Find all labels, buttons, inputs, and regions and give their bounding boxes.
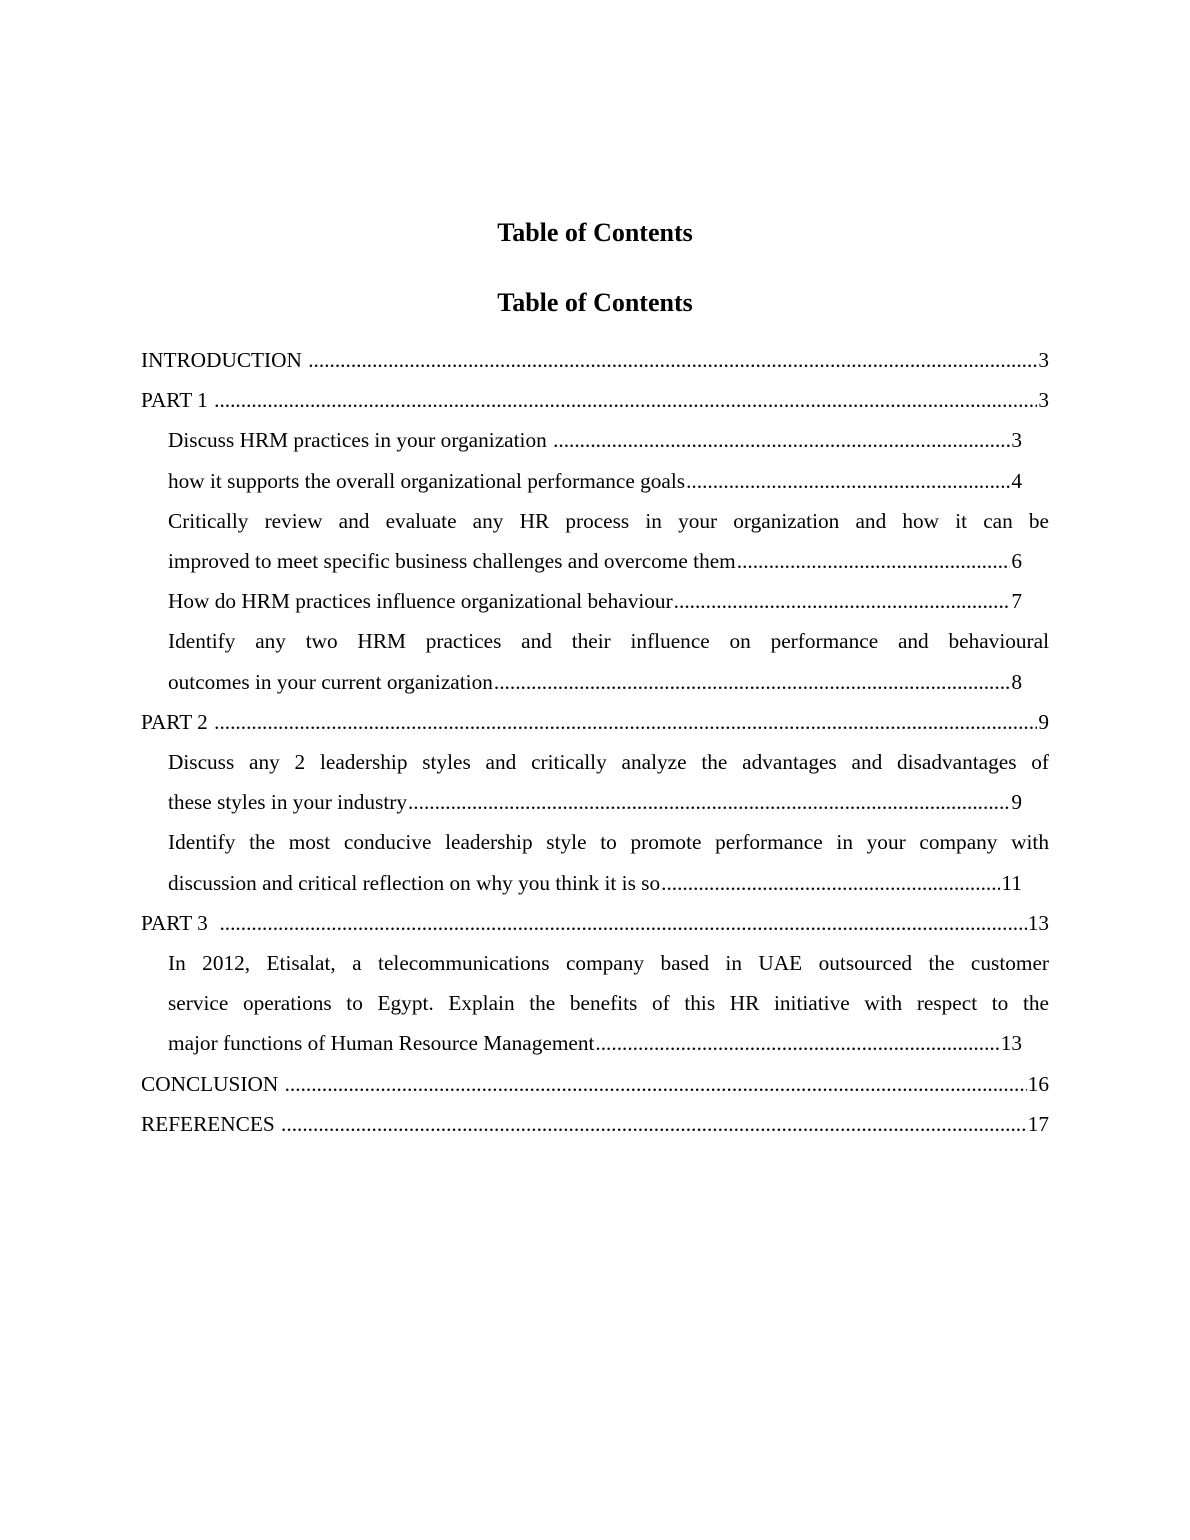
toc-leader-dots [553,420,1010,460]
toc-subentry[interactable] [141,581,1022,621]
toc-entry-title: CONCLUSION [141,1071,284,1096]
toc-entry-title: PART 2 [141,709,214,734]
toc-page-number: 3 [1038,348,1049,372]
toc-leader-dots [285,1064,1027,1104]
toc-leader-dots [281,1104,1027,1144]
toc-entry-part-3[interactable] [141,903,1049,943]
toc-subentry[interactable] [141,621,1049,701]
toc-leader-dots [674,581,1011,621]
toc-page-number: 3 [1038,388,1049,413]
toc-entry-title: INTRODUCTION [141,348,308,372]
toc-page-number: 11 [1001,870,1022,895]
toc-page-number: 17 [1027,1111,1049,1136]
toc-entry-introduction[interactable] [141,340,1049,380]
toc-entry-title: major functions of Human Resource Management [168,1031,595,1056]
toc-entry-line: Discuss any 2 leadership styles and critically analyze the advantages and disadvantages of [168,750,1049,775]
toc-entry-references[interactable] [141,1104,1049,1144]
toc-entry-line [168,1023,1022,1063]
toc-leader-dots [595,1023,999,1063]
toc-entry-line [168,782,1022,822]
toc-page-number: 16 [1027,1071,1049,1096]
toc-entry-line: service operations to Egypt. Explain the benefits of this HR initiative with respect to the [168,991,1049,1016]
toc-entry-title: these styles in your industry [168,790,407,815]
toc-entry-title: REFERENCES [141,1111,281,1136]
toc-page-number: 7 [1011,589,1022,614]
toc-page-number: 4 [1011,468,1022,493]
toc-leader-dots [686,461,1010,501]
toc-leader-dots [408,782,1010,822]
toc-subentry[interactable] [141,822,1049,902]
toc-entry-part-2[interactable] [141,702,1049,742]
toc-page-number: 13 [1027,910,1049,935]
toc-subentry[interactable] [141,501,1049,581]
toc-entry-line [168,541,1022,581]
toc-subentry[interactable] [141,420,1022,460]
toc-entry-title: Discuss HRM practices in your organization [168,428,553,453]
toc-leader-dots [494,662,1010,702]
toc-entry-line: In 2012, Etisalat, a telecommunications company based in UAE outsourced the customer [168,951,1049,976]
toc-entry-title: How do HRM practices influence organizational behaviour [168,589,673,614]
toc-leader-dots [737,541,1011,581]
toc-entry-line: Identify the most conducive leadership style to promote performance in your company with [168,830,1049,855]
toc-leader-dots [219,903,1026,943]
toc-page-number: 3 [1011,428,1022,453]
table-of-contents [141,340,1049,1144]
toc-page-number: 8 [1011,669,1022,694]
toc-entry-title: improved to meet specific business challenges and overcome them [168,549,736,574]
toc-title: Table of Contents [497,288,693,317]
toc-leader-dots [308,340,1037,380]
toc-leader-dots [661,863,1000,903]
toc-subentry[interactable] [141,943,1049,1064]
toc-entry-part-1[interactable] [141,380,1049,420]
toc-page-number: 9 [1011,790,1022,815]
toc-page-number: 9 [1038,709,1049,734]
toc-entry-conclusion[interactable] [141,1064,1049,1104]
toc-subentry[interactable] [141,742,1049,822]
toc-entry-title: outcomes in your current organization [168,669,493,694]
toc-entry-line: Critically review and evaluate any HR process in your organization and how it can be [168,508,1049,533]
toc-subentry[interactable] [141,461,1022,501]
toc-page-number: 13 [1000,1031,1022,1056]
toc-entry-line [168,863,1022,903]
toc-entry-line: Identify any two HRM practices and their influence on performance and behavioural [168,629,1049,654]
toc-entry-title: PART 1 [141,388,214,413]
toc-entry-title: PART 3 [141,910,219,935]
toc-entry-title: discussion and critical reflection on why you think it is so [168,870,661,895]
toc-entry-title: how it supports the overall organizational performance goals [168,468,686,493]
toc-entry-line [168,662,1022,702]
toc-leader-dots [214,702,1037,742]
page-heading: Table of Contents [497,218,693,247]
toc-page-number: 6 [1011,549,1022,574]
toc-leader-dots [214,380,1037,420]
